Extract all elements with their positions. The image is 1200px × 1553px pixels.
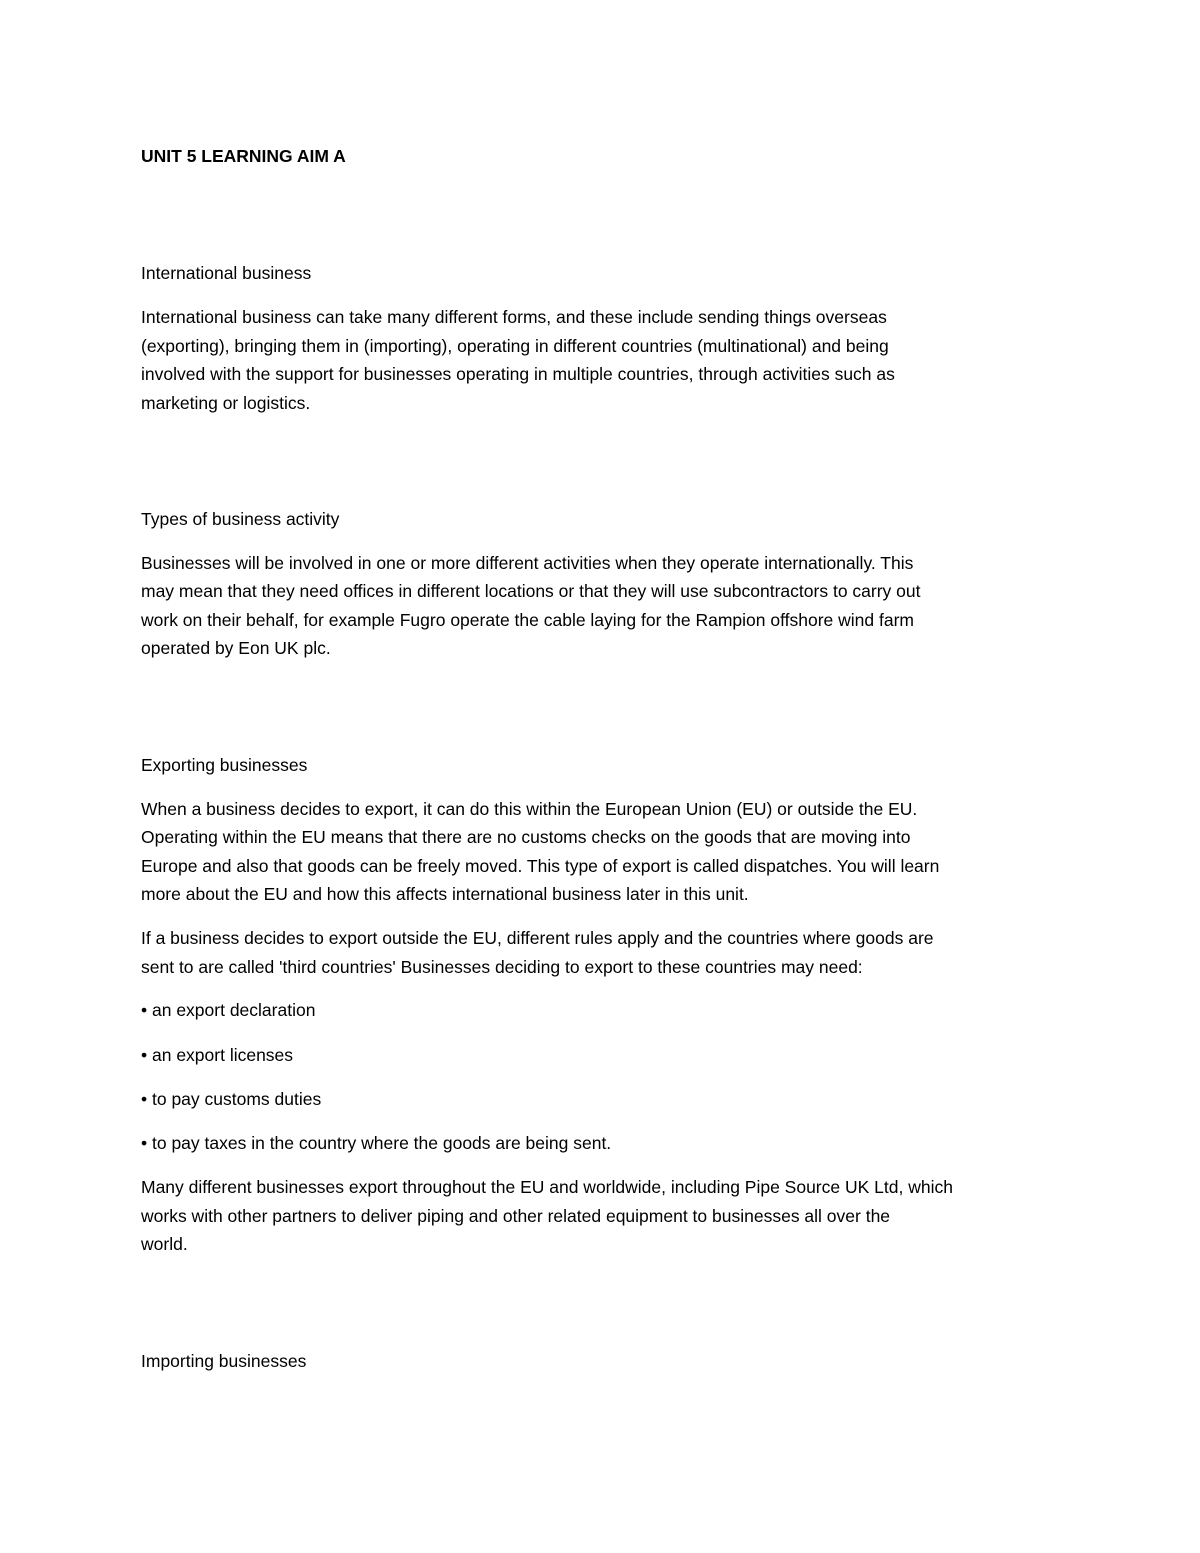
section-heading-exporting-businesses: Exporting businesses xyxy=(141,755,308,775)
paragraph-line: more about the EU and how this affects international business later in this unit. xyxy=(141,884,749,904)
paragraph-line: Many different businesses export throughout the EU and worldwide, including Pipe Source UK Ltd, which xyxy=(141,1177,953,1197)
section-heading-types-of-business-activity: Types of business activity xyxy=(141,509,340,529)
paragraph-line: Businesses will be involved in one or more different activities when they operate internationally. This xyxy=(141,553,914,573)
paragraph-line: may mean that they need offices in different locations or that they will use subcontractors to carry out xyxy=(141,581,921,601)
paragraph-line: work on their behalf, for example Fugro operate the cable laying for the Rampion offshore wind farm xyxy=(141,610,915,630)
bullet-item: • an export licenses xyxy=(141,1045,294,1065)
paragraph-line: world. xyxy=(141,1234,188,1254)
paragraph-line: (exporting), bringing them in (importing), operating in different countries (multinational) and being xyxy=(141,336,889,356)
document-title: UNIT 5 LEARNING AIM A xyxy=(141,146,346,166)
paragraph-line: works with other partners to deliver piping and other related equipment to businesses all over the xyxy=(141,1206,891,1226)
paragraph-line: When a business decides to export, it can do this within the European Union (EU) or outside the EU. xyxy=(141,799,918,819)
section-heading-importing-businesses: Importing businesses xyxy=(141,1351,307,1371)
paragraph-line: International business can take many different forms, and these include sending things overseas xyxy=(141,307,887,327)
bullet-item: • an export declaration xyxy=(141,1000,316,1020)
paragraph-line: marketing or logistics. xyxy=(141,393,311,413)
paragraph-line: sent to are called 'third countries' Businesses deciding to export to these countries may need: xyxy=(141,957,863,977)
paragraph-line: Europe and also that goods can be freely moved. This type of export is called dispatches. You will learn xyxy=(141,856,940,876)
paragraph-line: involved with the support for businesses operating in multiple countries, through activities such as xyxy=(141,364,895,384)
bullet-item: • to pay customs duties xyxy=(141,1089,322,1109)
paragraph-line: Operating within the EU means that there are no customs checks on the goods that are moving into xyxy=(141,827,911,847)
paragraph-line: If a business decides to export outside the EU, different rules apply and the countries where goods are xyxy=(141,928,934,948)
bullet-item: • to pay taxes in the country where the goods are being sent. xyxy=(141,1133,612,1153)
section-heading-international-business: International business xyxy=(141,263,312,283)
paragraph-line: operated by Eon UK plc. xyxy=(141,638,331,658)
